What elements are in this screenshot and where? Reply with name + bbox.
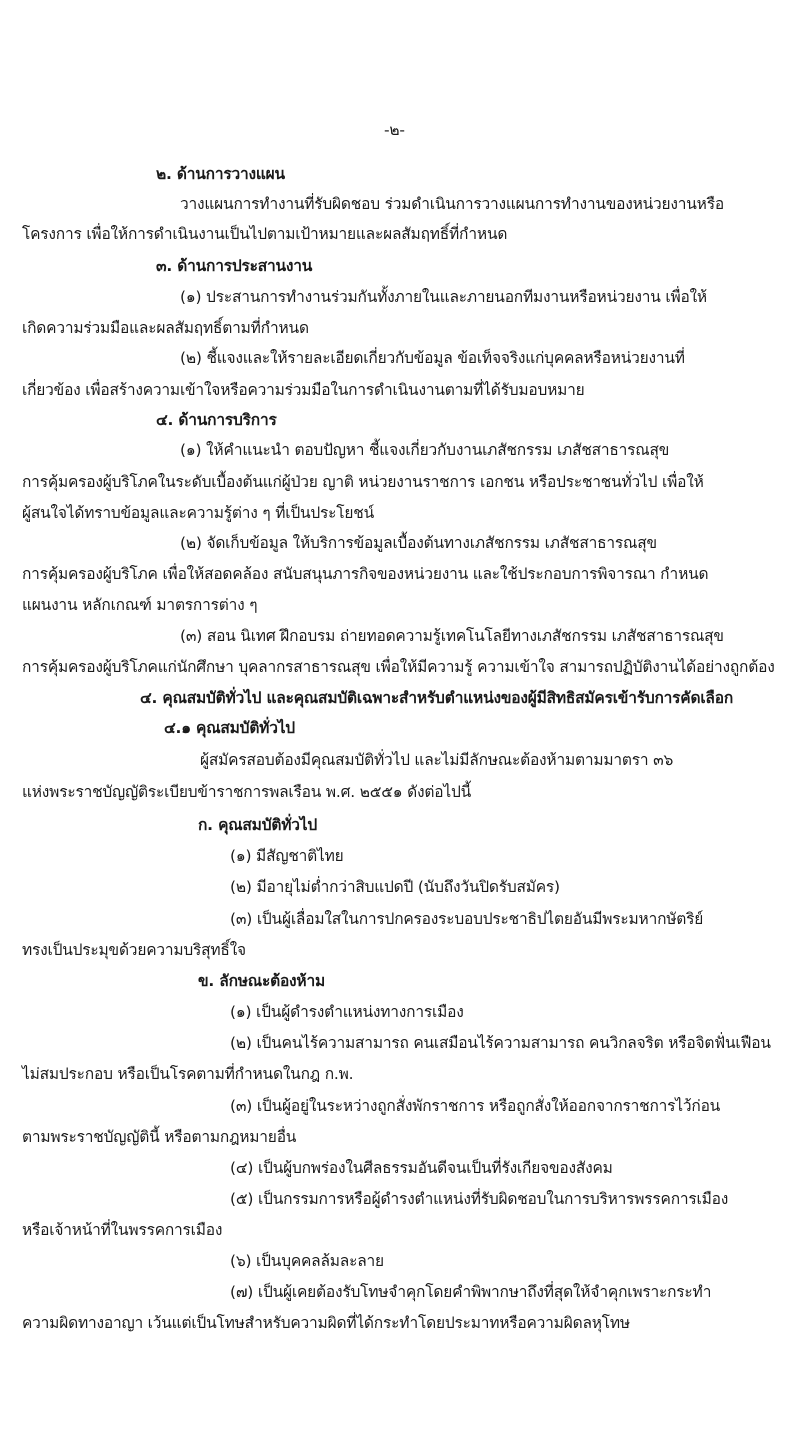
list-item-continuation: ความผิดทางอาญา เว้นแต่เป็นโทษสำหรับความผิดที่ได้กระทำโดยประมาทหรือความผิดลหุโทษ [22, 1314, 630, 1332]
paragraph-line: ผู้สมัครสอบต้องมีคุณสมบัติทั่วไป และไม่มีลักษณะต้องห้ามตามมาตรา ๓๖ [200, 751, 674, 769]
list-item-continuation: ไม่สมประกอบ หรือเป็นโรคตามที่กำหนดในกฎ ก.พ. [22, 1065, 354, 1083]
paragraph-line: (๑) ให้คำแนะนำ ตอบปัญหา ชี้แจงเกี่ยวกับงานเภสัชกรรม เภสัชสาธารณสุข [180, 441, 670, 459]
list-item: (๓) เป็นผู้เลื่อมใสในการปกครองระบอบประชาธิปไตยอันมีพระมหากษัตริย์ [230, 910, 704, 928]
page-number: -๒- [384, 121, 405, 139]
list-item: (๕) เป็นกรรมการหรือผู้ดำรงตำแหน่งที่รับผิดชอบในการบริหารพรรคการเมือง [230, 1190, 729, 1208]
list-item: (๓) เป็นผู้อยู่ในระหว่างถูกสั่งพักราชการ หรือถูกสั่งให้ออกจากราชการไว้ก่อน [230, 1097, 721, 1115]
section-heading: ๔. ด้านการบริการ [156, 411, 277, 429]
list-item-continuation: ตามพระราชบัญญัตินี้ หรือตามกฎหมายอื่น [22, 1128, 297, 1146]
section-heading: ๔. คุณสมบัติทั่วไป และคุณสมบัติเฉพาะสำหรับตำแหน่งของผู้มีสิทธิสมัครเข้ารับการคัดเลือก [140, 689, 734, 707]
list-item: (๑) มีสัญชาติไทย [230, 847, 344, 865]
list-item: (๗) เป็นผู้เคยต้องรับโทษจำคุกโดยคำพิพากษาถึงที่สุดให้จำคุกเพราะกระทำ [230, 1283, 712, 1301]
paragraph-line: วางแผนการทำงานที่รับผิดชอบ ร่วมดำเนินการวางแผนการทำงานของหน่วยงานหรือ [180, 195, 724, 213]
paragraph-line: การคุ้มครองผู้บริโภค เพื่อให้สอดคล้อง สนับสนุนภารกิจของหน่วยงาน และใช้ประกอบการพิจารณา กำหนด [22, 565, 709, 583]
paragraph-line: เกิดความร่วมมือและผลสัมฤทธิ์ตามที่กำหนด [22, 319, 309, 337]
section-heading: ๓. ด้านการประสานงาน [156, 257, 313, 275]
subsection-heading: ๔.๑ คุณสมบัติทั่วไป [164, 719, 295, 737]
paragraph-line: ผู้สนใจได้ทราบข้อมูลและความรู้ต่าง ๆ ที่เป็นประโยชน์ [22, 504, 374, 522]
subsection-heading: ข. ลักษณะต้องห้าม [198, 972, 325, 990]
paragraph-line: การคุ้มครองผู้บริโภคแก่นักศึกษา บุคลากรสาธารณสุข เพื่อให้มีความรู้ ความเข้าใจ สามารถปฏิบัติงานได้อย่างถูกต้อง [22, 658, 775, 676]
subsection-heading: ก. คุณสมบัติทั่วไป [198, 816, 317, 834]
list-item: (๒) มีอายุไม่ต่ำกว่าสิบแปดปี (นับถึงวันปิดรับสมัคร) [230, 878, 560, 896]
paragraph-line: (๑) ประสานการทำงานร่วมกันทั้งภายในและภายนอกทีมงานหรือหน่วยงาน เพื่อให้ [180, 288, 707, 306]
paragraph-line: แผนงาน หลักเกณฑ์ มาตรการต่าง ๆ [22, 596, 258, 614]
paragraph-line: เกี่ยวข้อง เพื่อสร้างความเข้าใจหรือความร่วมมือในการดำเนินงานตามที่ได้รับมอบหมาย [22, 381, 585, 399]
list-item-continuation: ทรงเป็นประมุขด้วยความบริสุทธิ์ใจ [22, 941, 246, 959]
paragraph-line: แห่งพระราชบัญญัติระเบียบข้าราชการพลเรือน พ.ศ. ๒๕๕๑ ดังต่อไปนี้ [22, 783, 471, 801]
list-item: (๖) เป็นบุคคลล้มละลาย [230, 1252, 384, 1270]
paragraph-line: (๒) ชี้แจงและให้รายละเอียดเกี่ยวกับข้อมูล ข้อเท็จจริงแก่บุคคลหรือหน่วยงานที่ [180, 349, 685, 367]
list-item-continuation: หรือเจ้าหน้าที่ในพรรคการเมือง [22, 1221, 223, 1239]
list-item: (๔) เป็นผู้บกพร่องในศีลธรรมอันดีจนเป็นที่รังเกียจของสังคม [230, 1159, 613, 1177]
paragraph-line: การคุ้มครองผู้บริโภคในระดับเบื้องต้นแก่ผู้ป่วย ญาติ หน่วยงานราชการ เอกชน หรือประชาชนทั่วไป เพื่อให้ [22, 473, 704, 491]
paragraph-line: (๓) สอน นิเทศ ฝึกอบรม ถ่ายทอดความรู้เทคโนโลยีทางเภสัชกรรม เภสัชสาธารณสุข [180, 627, 724, 645]
section-heading: ๒. ด้านการวางแผน [156, 165, 285, 183]
paragraph-line: (๒) จัดเก็บข้อมูล ให้บริการข้อมูลเบื้องต้นทางเภสัชกรรม เภสัชสาธารณสุข [180, 534, 657, 552]
list-item: (๑) เป็นผู้ดำรงตำแหน่งทางการเมือง [230, 1003, 464, 1021]
paragraph-line: โครงการ เพื่อให้การดำเนินงานเป็นไปตามเป้าหมายและผลสัมฤทธิ์ที่กำหนด [22, 225, 508, 243]
list-item: (๒) เป็นคนไร้ความสามารถ คนเสมือนไร้ความสามารถ คนวิกลจริต หรือจิตฟั่นเฟือน [230, 1034, 771, 1052]
